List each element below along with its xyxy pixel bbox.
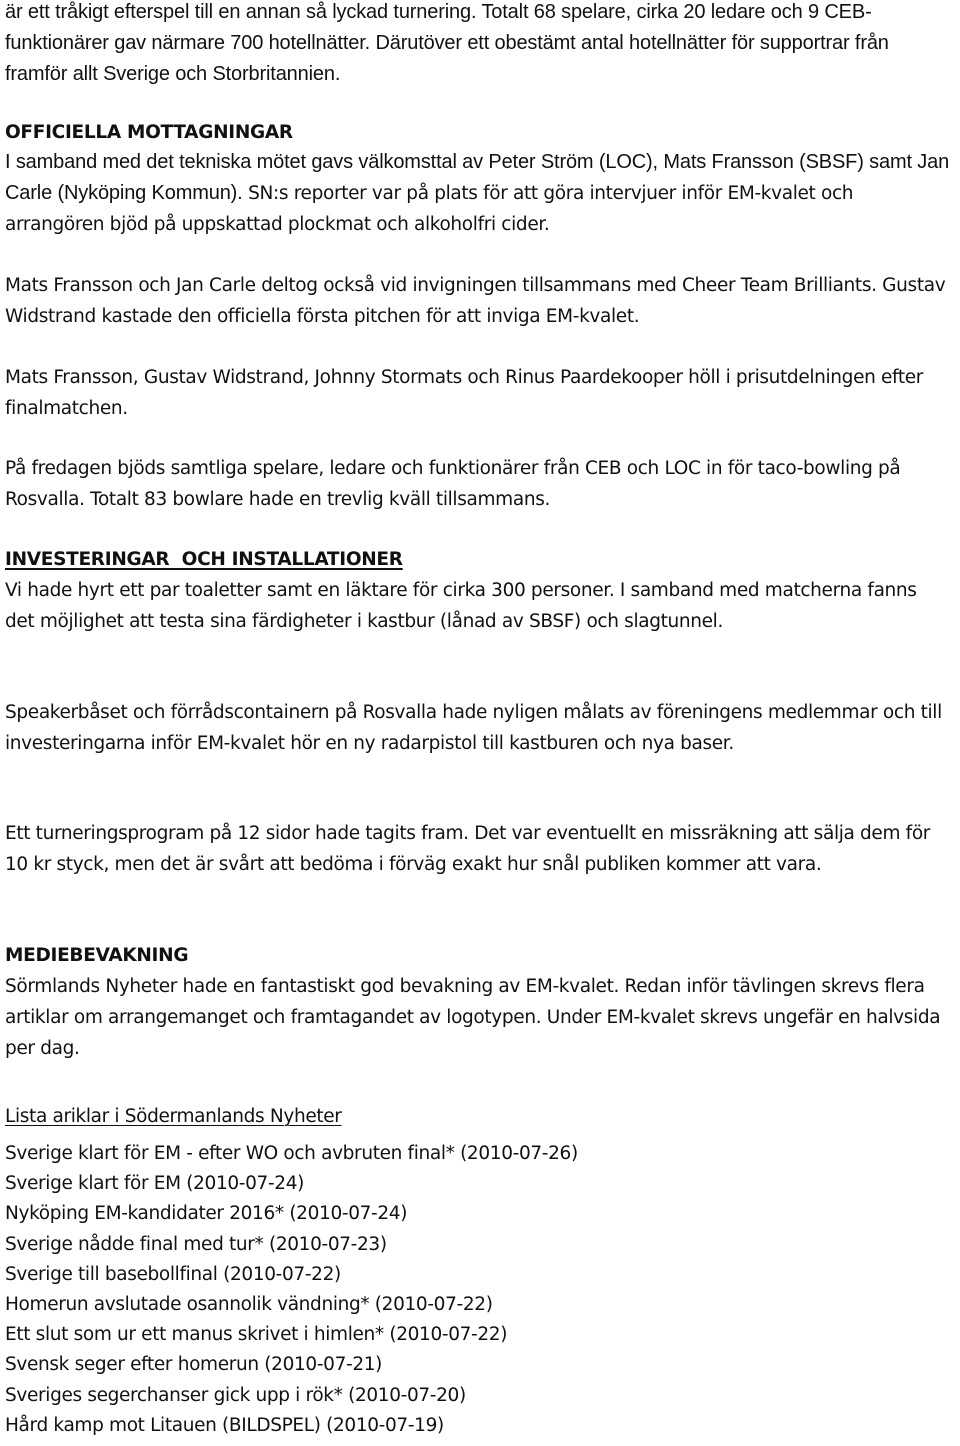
investments-paragraph-1: Vi hade hyrt ett par toaletter samt en läktare för cirka 300 personer. I samband med matcherna fanns det möjlighet att testa sina färdigheter i kastbur (lånad av SBSF) och slagtunnel. — [5, 580, 917, 632]
list-item: Ett slut som ur ett manus skrivet i himlen* (2010-07-22) — [5, 1324, 508, 1346]
media-coverage-paragraph: Sörmlands Nyheter hade en fantastiskt god bevakning av EM-kvalet. Redan inför tävlingen skrevs flera artiklar om arrangemanget och framtagandet av logotypen. Under EM-kvalet skrevs ungefär en halvsida per dag. — [5, 976, 941, 1059]
official-receptions-paragraph — [5, 147, 957, 240]
intro-paragraph: är ett tråkigt efterspel till en annan så lyckad turnering. Totalt 68 spelare, cirka 20 ledare och 9 CEB-funktionärer gav närmare 700 hotellnätter. Därutöver ett obestämt antal hotellnätter för supportrar från framför allt Sverige och Storbritannien. — [5, 1, 889, 85]
list-item: Nyköping EM-kandidater 2016* (2010-07-24) — [5, 1203, 408, 1225]
prize-ceremony-paragraph: Mats Fransson, Gustav Widstrand, Johnny Stormats och Rinus Paardekooper höll i prisutdelningen efter finalmatchen. — [5, 367, 924, 419]
list-item: Hård kamp mot Litauen (BILDSPEL) (2010-07-19) — [5, 1414, 444, 1436]
list-item: Sverige klart för EM - efter WO och avbruten final* (2010-07-26) — [5, 1143, 578, 1164]
list-item: Sveriges segerchanser gick upp i rök* (2010-07-20) — [5, 1384, 466, 1406]
list-item: Sverige nådde final med tur* (2010-07-23) — [5, 1233, 387, 1255]
investments-heading: INVESTERINGAR OCH INSTALLATIONER — [5, 549, 403, 570]
list-item: Svensk seger efter homerun (2010-07-21) — [5, 1354, 383, 1376]
taco-bowling-paragraph: På fredagen bjöds samtliga spelare, ledare och funktionärer från CEB och LOC in för taco-bowling på Rosvalla. Totalt 83 bowlare hade en trevlig kväll tillsammans. — [5, 458, 901, 510]
official-receptions-heading: OFFICIELLA MOTTAGNINGAR — [5, 122, 293, 143]
investments-paragraph-2: Speakerbåset och förrådscontainern på Rosvalla hade nyligen målats av föreningens medlemmar och till investeringarna inför EM-kvalet hör en ny radarpistol till kastburen och nya baser. — [5, 702, 942, 754]
list-item: Sverige klart för EM (2010-07-24) — [5, 1173, 305, 1195]
media-coverage-heading: MEDIEBEVAKNING — [5, 945, 189, 966]
article-list-title: Lista ariklar i Södermanlands Nyheter — [5, 1106, 342, 1127]
list-item: Sverige till basebollfinal (2010-07-22) — [5, 1263, 341, 1285]
article-list — [5, 1139, 955, 1441]
official-receptions-text-part2: SN:s reporter var på plats för att göra intervjuer inför EM-kvalet och arrangören bjöd på uppskattad plockmat och alkoholfri cider. — [5, 183, 854, 235]
list-item: Homerun avslutade osannolik vändning* (2010-07-22) — [5, 1294, 493, 1316]
official-receptions-text-part1: I samband med det tekniska mötet gavs välkomsttal av Peter Ström (LOC), Mats Fransson (SBSF) samt Jan Carle (Nyköping Kommun). — [5, 151, 950, 204]
inauguration-paragraph: Mats Fransson och Jan Carle deltog också vid invigningen tillsammans med Cheer Team Brilliants. Gustav Widstrand kastade den officiella första pitchen för att inviga EM-kvalet. — [5, 275, 946, 327]
tournament-program-paragraph: Ett turneringsprogram på 12 sidor hade tagits fram. Det var eventuellt en missräkning att sälja dem för 10 kr styck, men det är svårt att bedöma i förväg exakt hur snål publiken kommer att vara. — [5, 823, 931, 875]
